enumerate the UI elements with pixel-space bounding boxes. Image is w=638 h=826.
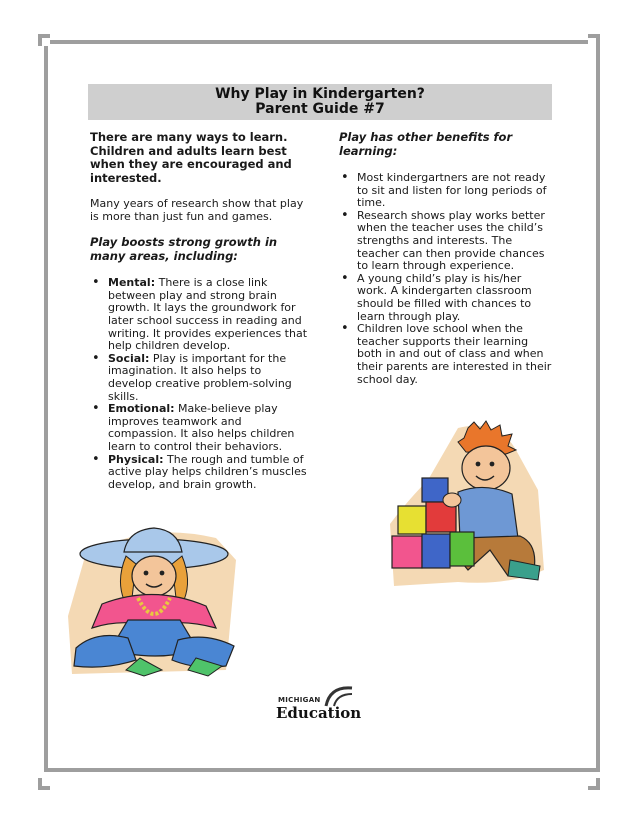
frame-corner-top-left (38, 34, 50, 46)
title-bar (88, 84, 552, 120)
term-label: Social: (108, 351, 150, 365)
list-item: • Research shows play works better when the teacher uses the child’s strengths and interests. The teacher can then provide chances to learn through experience. (339, 210, 553, 273)
term-label: Emotional: (108, 402, 175, 416)
frame-corner-bottom-right (588, 778, 600, 790)
frame-corner-bottom-left (38, 778, 50, 790)
frame-corner-top-right (588, 34, 600, 46)
page-title: Why Play in Kindergarten? (215, 86, 425, 102)
growth-list (90, 277, 308, 491)
right-column (339, 131, 553, 386)
term-label: Physical: (108, 452, 164, 466)
intro-paragraph: There are many ways to learn. Children and adults learn best when they are encouraged and interested. (90, 130, 292, 185)
list-item: • Most kindergartners are not ready to sit and listen for long periods of time. (339, 172, 553, 210)
benefits-heading: Play has other benefits for learning: (339, 130, 513, 158)
term-text: Play is important for the imagination. It also helps to develop creative problem-solving skills. (108, 351, 292, 403)
michigan-education-logo (272, 684, 362, 724)
logo-education-text: Education (276, 704, 362, 722)
list-item: • A young child’s play is his/her work. A kindergarten classroom should be filled with chances to learn through play. (339, 273, 553, 323)
left-column (90, 131, 308, 491)
term-text: There is a close link between play and strong brain growth. It lays the groundwork for later school success in reading and writing. It provides experiences that help children develop. (108, 276, 308, 353)
benefits-list (339, 172, 553, 386)
term-text: The rough and tumble of active play helps children’s muscles develop, and brain growth. (108, 452, 307, 491)
term-label: Mental: (108, 276, 156, 290)
term-text: Make-believe play improves teamwork and compassion. It also helps children learn to control their behaviors. (108, 402, 295, 453)
list-item-social (90, 353, 308, 403)
logo-michigan-text: MICHIGAN (278, 696, 321, 704)
page-subtitle: Parent Guide #7 (255, 101, 385, 117)
list-item-mental (90, 277, 308, 353)
research-paragraph: Many years of research show that play is more than just fun and games. (90, 197, 304, 223)
boy-with-blocks-illustration (388, 420, 548, 586)
list-item: • Children love school when the teacher supports their learning both in and out of class and when their parents are interested in their school day. (339, 323, 553, 386)
girl-dress-up-illustration (66, 520, 242, 680)
list-item-physical (90, 454, 308, 492)
list-item-emotional (90, 403, 308, 453)
growth-heading: Play boosts strong growth in many areas, including: (90, 235, 278, 263)
